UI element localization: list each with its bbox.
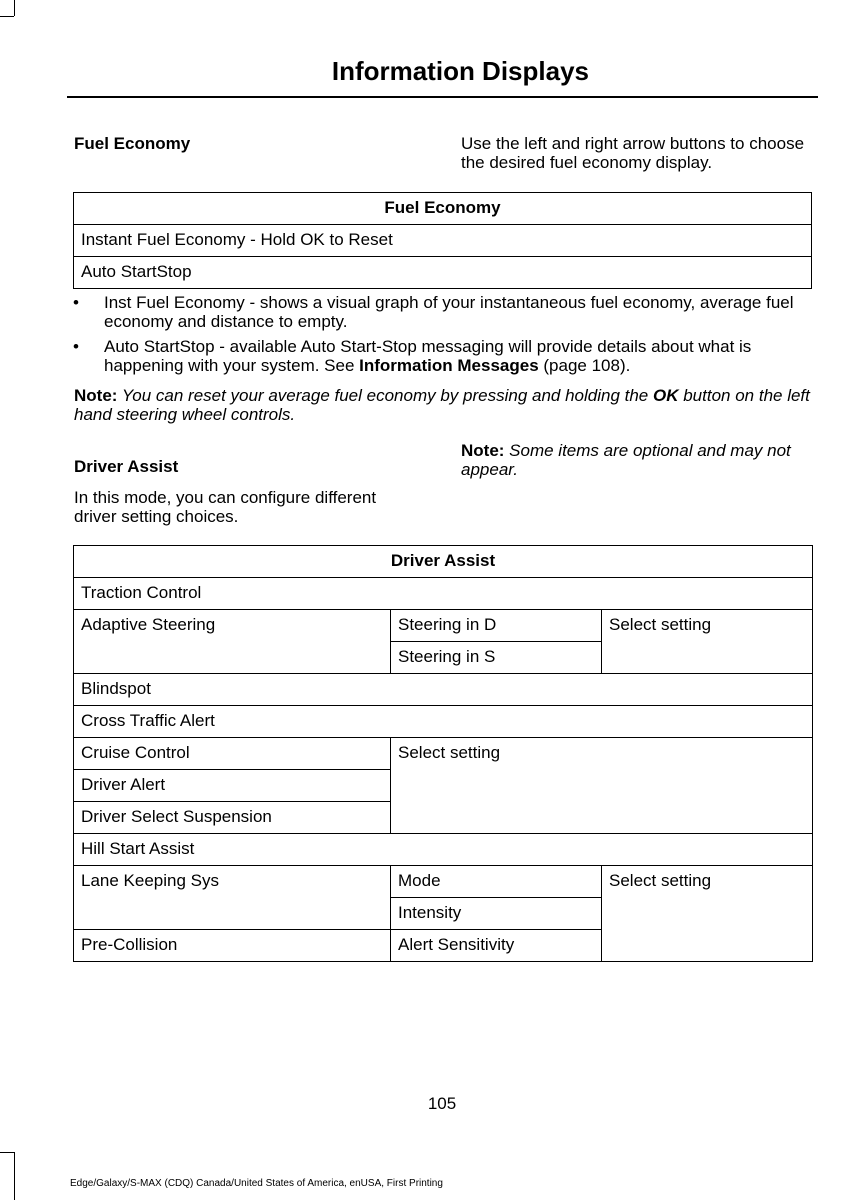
table-row: [74, 674, 813, 706]
cell-intensity: Intensity: [391, 898, 602, 930]
table-row: [74, 834, 813, 866]
cell-steering-in-s: Steering in S: [391, 642, 602, 674]
title-rule: [67, 96, 818, 98]
cell-driver-select-suspension: Driver Select Suspension: [74, 802, 391, 834]
cell-alert-sensitivity: Alert Sensitivity: [391, 930, 602, 962]
cell-select-setting: Select setting: [602, 866, 813, 962]
bullet-text: Inst Fuel Economy - shows a visual graph of your instantaneous fuel economy, average fuel economy and distance to empty.: [104, 293, 794, 331]
table-row: [74, 257, 812, 289]
cell-cross-traffic-alert: Cross Traffic Alert: [74, 706, 813, 738]
bullet-glyph: •: [73, 293, 79, 312]
fuel-economy-bullets: [73, 293, 813, 381]
fuel-economy-intro: Use the left and right arrow buttons to choose the desired fuel economy display.: [461, 134, 805, 172]
page-title: Information Displays: [331, 56, 589, 86]
table-row: [74, 610, 813, 642]
cell-select-setting: Select setting: [391, 738, 813, 834]
note-label: Note:: [461, 441, 505, 460]
note-text: Some items are optional and may not appear.: [461, 441, 791, 479]
crop-mark-top-horizontal: [0, 16, 14, 17]
bullet-glyph: •: [73, 337, 79, 356]
bullet-text: Auto StartStop - available Auto Start-Stop messaging will provide details about what is happening with your system. See: [104, 337, 752, 375]
cell-hill-start-assist: Hill Start Assist: [74, 834, 813, 866]
page-number: 105: [427, 1094, 457, 1113]
table-row: [74, 578, 813, 610]
table-row: [74, 193, 812, 225]
cell-driver-alert: Driver Alert: [74, 770, 391, 802]
note-text-end: button on the left hand steering wheel controls.: [74, 386, 810, 424]
cell-steering-in-d: Steering in D: [391, 610, 602, 642]
driver-assist-table-header: Driver Assist: [74, 546, 813, 578]
cell-lane-keeping-sys: Lane Keeping Sys: [74, 866, 391, 930]
cell-cruise-control: Cruise Control: [74, 738, 391, 770]
driver-assist-heading: Driver Assist: [74, 457, 179, 476]
table-row: [74, 706, 813, 738]
fuel-economy-row-startstop: Auto StartStop: [74, 257, 812, 289]
table-row: [74, 738, 813, 770]
list-item: [73, 337, 813, 375]
cell-adaptive-steering: Adaptive Steering: [74, 610, 391, 674]
note-text: You can reset your average fuel economy by pressing and holding the: [117, 386, 653, 405]
cell-pre-collision: Pre-Collision: [74, 930, 391, 962]
crop-mark-bottom-horizontal: [0, 1152, 14, 1153]
edition-footer: Edge/Galaxy/S-MAX (CDQ) Canada/United States of America, enUSA, First Printing: [70, 1178, 443, 1189]
note-ok: OK: [653, 386, 679, 405]
cross-reference-link[interactable]: Information Messages: [359, 356, 539, 375]
crop-mark-bottom-vertical: [14, 1152, 15, 1200]
fuel-economy-table: [73, 192, 812, 289]
cell-mode: Mode: [391, 866, 602, 898]
note-label: Note:: [74, 386, 118, 405]
driver-assist-intro: In this mode, you can configure different driver setting choices.: [74, 488, 377, 526]
table-row: [74, 225, 812, 257]
driver-assist-table: [73, 545, 813, 962]
crop-mark-top-vertical: [14, 0, 15, 16]
cell-select-setting: Select setting: [602, 610, 813, 674]
fuel-economy-heading: Fuel Economy: [74, 134, 191, 153]
table-row: [74, 866, 813, 898]
list-item: [73, 293, 813, 331]
fuel-economy-note: [74, 386, 814, 424]
fuel-economy-row-instant: Instant Fuel Economy - Hold OK to Reset: [74, 225, 812, 257]
table-row: [74, 546, 813, 578]
bullet-text-end: (page 108).: [538, 356, 631, 375]
driver-assist-note: [461, 441, 806, 479]
cell-blindspot: Blindspot: [74, 674, 813, 706]
fuel-economy-table-header: Fuel Economy: [74, 193, 812, 225]
cell-traction-control: Traction Control: [74, 578, 813, 610]
